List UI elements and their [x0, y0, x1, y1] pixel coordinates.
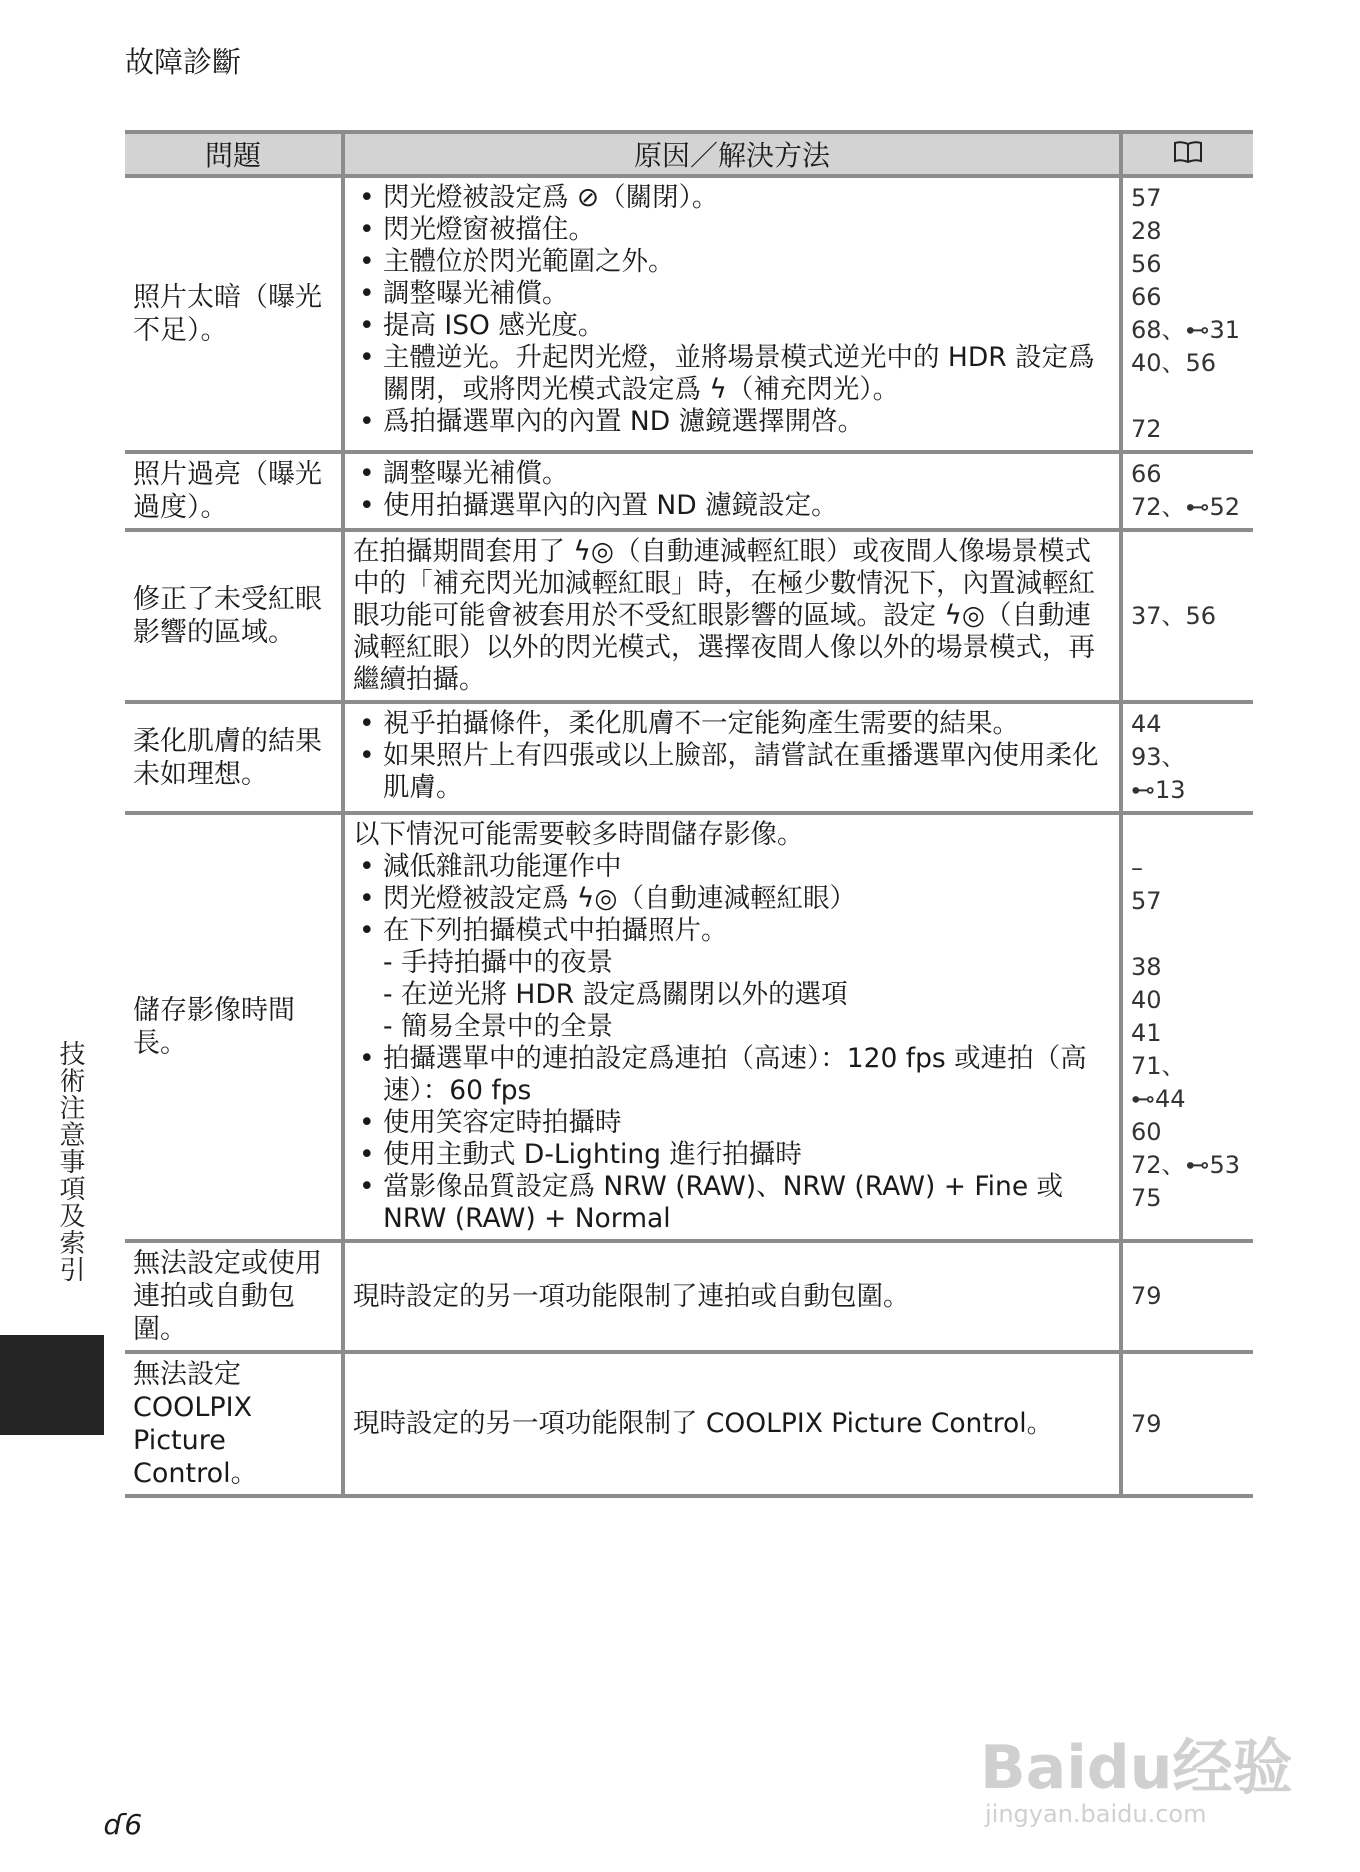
page-ref: 41	[1131, 1019, 1162, 1047]
page-number: ɗ6	[104, 1808, 143, 1841]
table-header-row	[125, 132, 1253, 176]
page-ref: 38	[1131, 953, 1162, 981]
page-ref	[1131, 819, 1245, 852]
solution-intro: 以下情況可能需要較多時間儲存影像。	[353, 819, 804, 850]
problem-cell: 柔化肌膚的結果未如理想。	[125, 702, 343, 813]
page-ref: 44	[1131, 710, 1162, 738]
table-row	[125, 176, 1253, 452]
solution-cell: 現時設定的另一項功能限制了 COOLPIX Picture Control。	[343, 1352, 1121, 1496]
list-item: • 主體逆光。升起閃光燈，並將場景模式逆光中的 HDR 設定爲關閉，或將閃光模式設定爲 ϟ（補充閃光）。	[353, 342, 1111, 406]
page-ref: 40、56	[1131, 349, 1217, 377]
list-item: • 爲拍攝選單內的內置 ND 濾鏡選擇開啓。	[353, 406, 1111, 438]
page-ref: 75	[1131, 1184, 1162, 1212]
troubleshooting-table	[125, 130, 1253, 1498]
solution-cell: 在拍攝期間套用了 ϟ◎（自動連減輕紅眼）或夜間人像場景模式中的「補充閃光加減輕紅眼」時，在極少數情況下，內置減輕紅眼功能可能會被套用於不受紅眼影響的區域。設定 ϟ◎（自動連減輕紅眼）以外的閃光模式，選擇夜間人像以外的場景模式，再繼續拍攝。	[343, 530, 1121, 702]
table-row	[125, 530, 1253, 702]
page-ref	[1131, 918, 1245, 951]
page-ref: 93、	[1131, 743, 1186, 771]
page-ref: 72、⊷52	[1131, 493, 1241, 521]
page-ref: –	[1131, 854, 1143, 882]
section-tab-marker	[0, 1335, 104, 1435]
reference-cell	[1121, 1241, 1253, 1352]
solution-cell: 現時設定的另一項功能限制了連拍或自動包圍。	[343, 1241, 1121, 1352]
list-subitem: - 在逆光將 HDR 設定爲關閉以外的選項	[383, 979, 848, 1010]
solution-cell	[343, 813, 1121, 1241]
list-item: • 使用拍攝選單內的內置 ND 濾鏡設定。	[353, 490, 1111, 522]
solution-cell	[343, 702, 1121, 813]
page-ref: 56	[1131, 250, 1162, 278]
list-item: • 使用笑容定時拍攝時	[353, 1107, 1111, 1139]
list-item: • 視乎拍攝條件，柔化肌膚不一定能夠產生需要的結果。	[353, 708, 1111, 740]
page-ref: 72	[1131, 415, 1162, 443]
page-ref: ⊷44	[1131, 1085, 1186, 1113]
list-item: • 閃光燈窗被擋住。	[353, 214, 1111, 246]
page-ref: 71、	[1131, 1052, 1186, 1080]
page-ref: 28	[1131, 217, 1162, 245]
table-row	[125, 452, 1253, 530]
header-problem: 問題	[125, 132, 343, 176]
page-ref: 40	[1131, 986, 1162, 1014]
list-item: • 當影像品質設定爲 NRW (RAW)、NRW (RAW) + Fine 或 NRW (RAW) + Normal	[353, 1171, 1111, 1235]
tip-icon: ɗ	[104, 1808, 125, 1841]
list-subitem: - 手持拍攝中的夜景	[383, 947, 613, 978]
list-item: • 調整曝光補償。	[353, 458, 1111, 490]
table-row	[125, 702, 1253, 813]
solution-cell	[343, 176, 1121, 452]
reference-cell	[1121, 530, 1253, 702]
page-ref: 57	[1131, 184, 1162, 212]
list-subitem: - 簡易全景中的全景	[383, 1011, 613, 1042]
reference-cell	[1121, 176, 1253, 452]
page-ref: 66	[1131, 460, 1162, 488]
page-title: 故障診斷	[125, 45, 242, 79]
table-row	[125, 1241, 1253, 1352]
list-item: • 提高 ISO 感光度。	[353, 310, 1111, 342]
page-ref: 66	[1131, 283, 1162, 311]
page-ref: 37、56	[1131, 601, 1217, 630]
table-row	[125, 1352, 1253, 1496]
reference-cell	[1121, 452, 1253, 530]
header-solution: 原因／解決方法	[343, 132, 1121, 176]
problem-cell: 儲存影像時間長。	[125, 813, 343, 1241]
problem-cell: 無法設定或使用連拍或自動包圍。	[125, 1241, 343, 1352]
page-ref: ⊷13	[1131, 776, 1186, 804]
problem-cell: 照片過亮（曝光過度）。	[125, 452, 343, 530]
section-side-label: 技術注意事項及索引	[55, 1040, 85, 1283]
list-item: • 調整曝光補償。	[353, 278, 1111, 310]
problem-cell: 無法設定 COOLPIX Picture Control。	[125, 1352, 343, 1496]
list-item: • 如果照片上有四張或以上臉部，請嘗試在重播選單內使用柔化肌膚。	[353, 740, 1111, 804]
reference-cell	[1121, 813, 1253, 1241]
problem-cell: 照片太暗（曝光不足）。	[125, 176, 343, 452]
table-row	[125, 813, 1253, 1241]
page-ref: 60	[1131, 1118, 1162, 1146]
page-ref: 79	[1131, 1282, 1162, 1310]
page-ref: 68、⊷31	[1131, 316, 1241, 344]
list-item: • 減低雜訊功能運作中	[353, 851, 1111, 883]
list-item: • 拍攝選單中的連拍設定爲連拍（高速）：120 fps 或連拍（高速）：60 fps	[353, 1043, 1111, 1107]
list-item: • 主體位於閃光範圍之外。	[353, 246, 1111, 278]
page-ref	[1131, 380, 1245, 413]
page-ref: 57	[1131, 887, 1162, 915]
problem-cell: 修正了未受紅眼影響的區域。	[125, 530, 343, 702]
book-icon	[1173, 138, 1203, 171]
list-item: • 閃光燈被設定爲 ⊘（關閉）。	[353, 182, 1111, 214]
watermark-url: jingyan.baidu.com	[985, 1800, 1207, 1828]
list-item: • 在下列拍攝模式中拍攝照片。	[353, 915, 1111, 947]
list-item: • 閃光燈被設定爲 ϟ◎（自動連減輕紅眼）	[353, 883, 1111, 915]
reference-cell	[1121, 702, 1253, 813]
page-ref: 72、⊷53	[1131, 1151, 1241, 1179]
page-ref: 79	[1131, 1409, 1162, 1438]
list-item: • 使用主動式 D-Lighting 進行拍攝時	[353, 1139, 1111, 1171]
watermark-logo: Baidu经验	[980, 1733, 1293, 1803]
reference-cell	[1121, 1352, 1253, 1496]
header-reference	[1121, 132, 1253, 176]
solution-cell	[343, 452, 1121, 530]
